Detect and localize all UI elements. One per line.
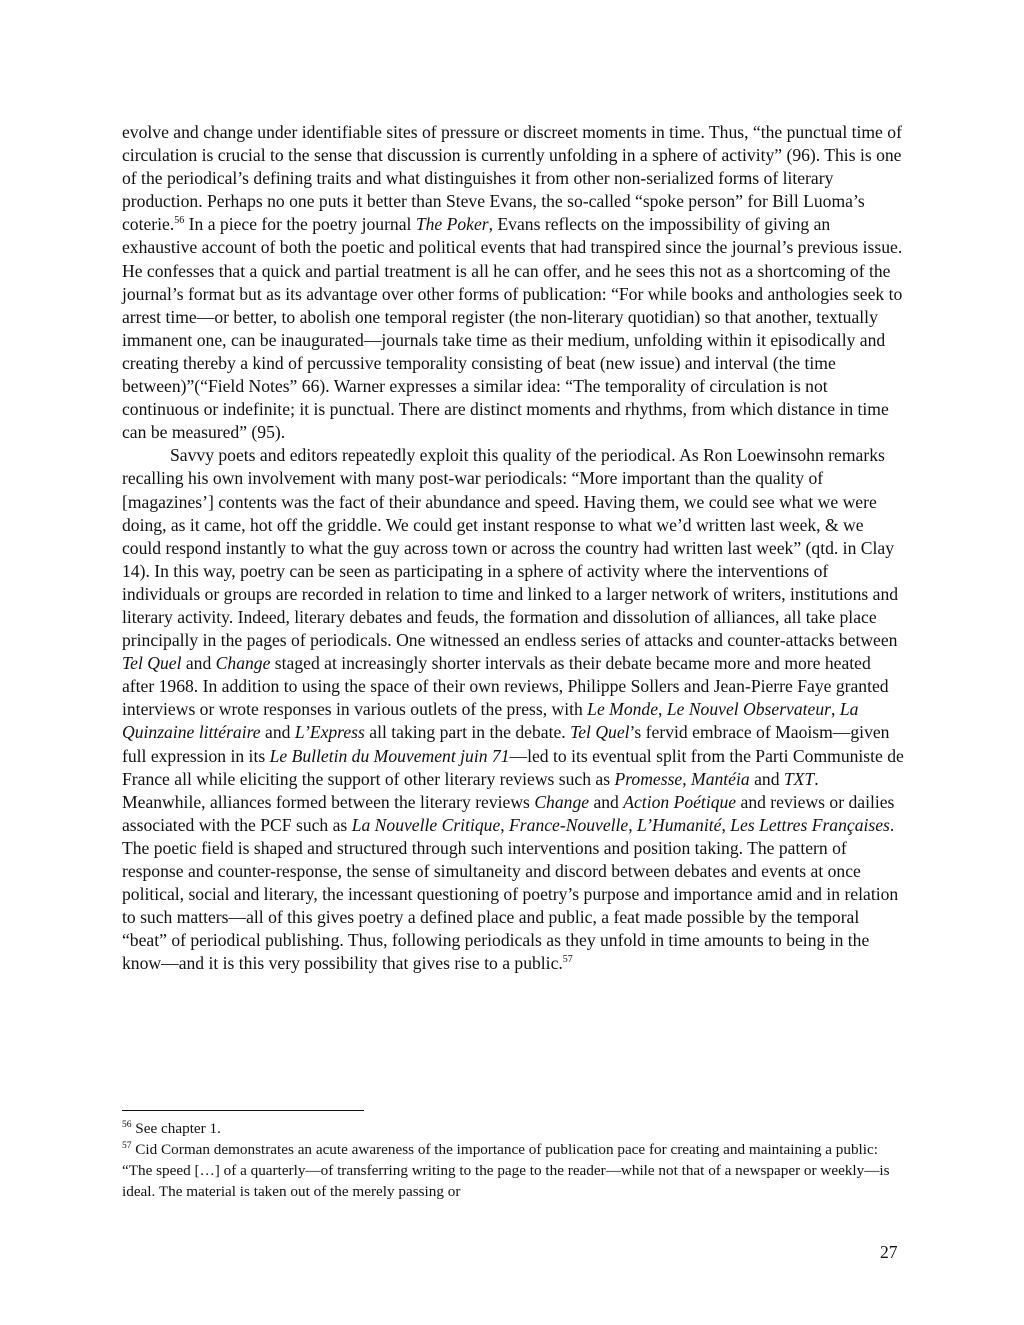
footnote-number: 56 xyxy=(122,1119,132,1130)
p2-text: Savvy poets and editors repeatedly exploit this quality of the periodical. As Ron Loewinsohn remarks recalling his own involvement with many post-war periodicals: “More important than the quality of [magazines’] contents was the fact of their abundance and speed. Having them, we could see what we were doing, as it came, hot off the griddle. We could get instant response to what we’d written last week, & we could respond instantly to what the guy across town or across the country had written last week” (qtd. in Clay 14). In this way, poetry can be seen as participating in a sphere of activity where the interventions of individuals or groups are recorded in relation to time and linked to a larger network of writers, institutions and literary activity. Indeed, literary debates and feuds, the formation and dissolution of alliances, all take place principally in the pages of periodicals. One witnessed an endless series of attacks and counter-attacks between xyxy=(122,445,899,651)
journal-title-the-poker: The Poker xyxy=(415,214,489,235)
title-tel-quel: Tel Quel xyxy=(122,653,182,674)
body-text xyxy=(122,121,906,975)
p2-text: , xyxy=(721,814,731,835)
p2-text: , xyxy=(658,699,667,720)
title-le-bulletin: Le Bulletin du Mouvement juin 71 xyxy=(269,745,510,766)
footnotes xyxy=(122,1118,906,1202)
paragraph-1 xyxy=(122,121,906,444)
footnote-56 xyxy=(122,1118,906,1139)
footnote-text: See chapter 1. xyxy=(131,1120,221,1137)
title-tel-quel: Tel Quel xyxy=(570,722,630,743)
p2-text: , xyxy=(831,699,840,720)
footnote-text: Cid Corman demonstrates an acute awareness of the importance of publication pace for creating and maintaining a public: “The speed […] of a quarterly—of transferring writing to the page to the reader—while not that of a newspaper or weekly—is ideal. The material is taken out of the merely passing or xyxy=(122,1141,890,1200)
footnote-divider xyxy=(122,1110,364,1111)
p2-text: all taking part in the debate. xyxy=(364,722,571,743)
p2-text: , xyxy=(682,768,692,789)
p2-text: and reviews or dailies associated with the PCF such as xyxy=(122,791,895,835)
title-change: Change xyxy=(534,791,590,812)
p2-text: and xyxy=(589,791,624,812)
page-number: 27 xyxy=(880,1242,898,1262)
footnote-57 xyxy=(122,1139,906,1202)
p1-text-b: In a piece for the poetry journal xyxy=(184,214,416,235)
title-le-nouvel-observateur: Le Nouvel Observateur xyxy=(666,699,832,720)
title-action-poetique: Action Poétique xyxy=(623,791,737,812)
p2-text: . Meanwhile, alliances formed between the literary reviews xyxy=(122,768,819,812)
p2-text: . The poetic field is shaped and structured through such interventions and position taking. The pattern of response and counter-response, the sense of simultaneity and discord between debates and events at once political, social and literary, the incessant questioning of poetry’s purpose and importance amid and in relation to such matters—all of this gives poetry a defined place and public, a feat made possible by the temporal “beat” of periodical publishing. Thus, following periodicals as they unfold in time amounts to being in the know—and it is this very possibility that gives rise to a public. xyxy=(122,814,899,974)
p1-text-a: evolve and change under identifiable sites of pressure or discreet moments in time. Thus, “the punctual time of circulation is crucial to the sense that discussion is currently unfolding in a sphere of activity” (96). This is one of the periodical’s defining traits and what distinguishes it from other non-serialized forms of literary production. Perhaps no one puts it better than Steve Evans, the so-called “spoke person” for Bill Luoma’s coterie. xyxy=(122,122,902,235)
p2-text: , xyxy=(500,814,510,835)
title-l-humanite: L’Humanité xyxy=(637,814,722,835)
title-la-quinzaine-litteraire: La Quinzaine littéraire xyxy=(122,699,859,743)
p2-text: and xyxy=(181,653,216,674)
title-change: Change xyxy=(215,653,271,674)
title-les-lettres-francaises: Les Lettres Françaises xyxy=(730,814,890,835)
title-txt: TXT xyxy=(783,768,815,789)
footnote-ref-57: 57 xyxy=(562,954,573,966)
p2-text: and xyxy=(749,768,784,789)
paragraph-2 xyxy=(122,444,906,975)
title-manteia: Mantéia xyxy=(691,768,750,789)
footnote-number: 57 xyxy=(122,1140,132,1151)
title-france-nouvelle: France-Nouvelle xyxy=(509,814,629,835)
footnote-ref-56: 56 xyxy=(174,215,185,227)
title-la-nouvelle-critique: La Nouvelle Critique xyxy=(351,814,501,835)
p2-text: —led to its eventual split from the Parti Communiste de France all while eliciting the support of other literary reviews such as xyxy=(122,745,904,789)
title-le-monde: Le Monde xyxy=(587,699,659,720)
p2-text: , xyxy=(628,814,638,835)
p2-text: and xyxy=(260,722,295,743)
title-l-express: L’Express xyxy=(294,722,365,743)
p2-text: ’s fervid embrace of Maoism—given full expression in its xyxy=(122,722,890,766)
p2-text: staged at increasingly shorter intervals as their debate became more and more heated after 1968. In addition to using the space of their own reviews, Philippe Sollers and Jean-Pierre Faye granted interviews or wrote responses in various outlets of the press, with xyxy=(122,653,889,720)
title-promesse: Promesse xyxy=(614,768,683,789)
p1-text-c: , Evans reflects on the impossibility of giving an exhaustive account of both the poetic and political events that had transpired since the journal’s previous issue. He confesses that a quick and partial treatment is all he can offer, and he sees this not as a shortcoming of the journal’s format but as its advantage over other forms of publication: “For while books and anthologies seek to arrest time—or better, to abolish one temporal register (the non-literary quotidian) so that another, textually immanent one, can be inaugurated—journals take time as their medium, unfolding within it episodically and creating thereby a kind of percussive temporality consisting of beat (new issue) and interval (the time between)”(“Field Notes” 66). Warner expresses a similar idea: “The temporality of circulation is not continuous or indefinite; it is punctual. There are distinct moments and rhythms, from which distance in time can be measured” (95). xyxy=(122,214,903,443)
